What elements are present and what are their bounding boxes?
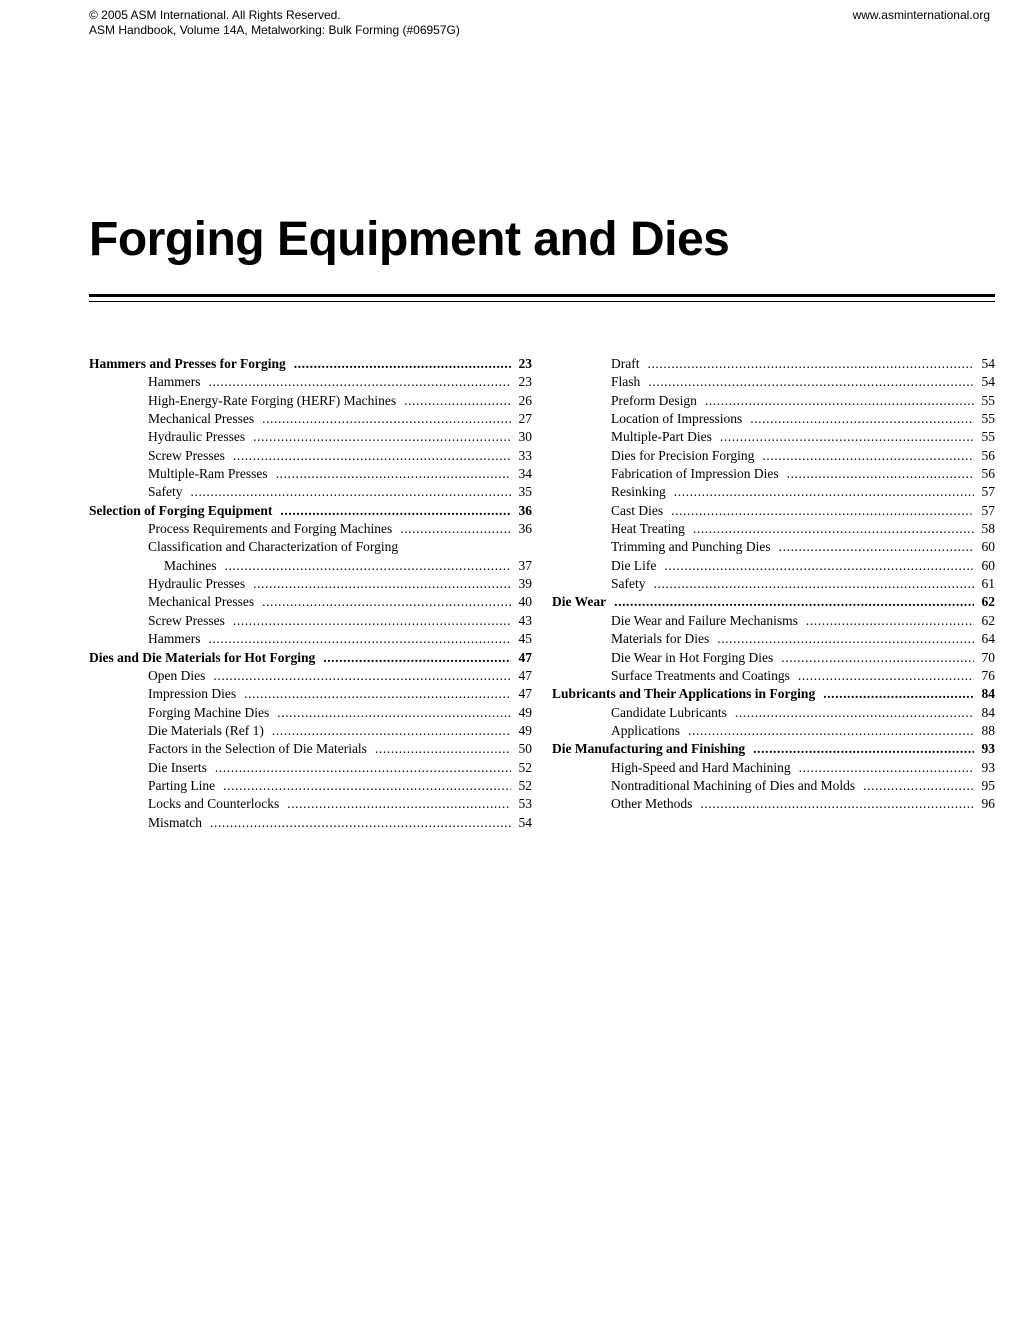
toc-subsection-entry[interactable] — [552, 667, 995, 685]
toc-dot-leader — [664, 557, 974, 575]
toc-page-number: 62 — [981, 612, 995, 628]
toc-dot-leader — [280, 502, 511, 520]
toc-subsection-entry[interactable] — [552, 795, 995, 813]
toc-subsection-entry[interactable] — [89, 593, 532, 611]
toc-entry-label: Die Wear in Hot Forging Dies — [611, 649, 774, 665]
toc-entry-label: Selection of Forging Equipment — [89, 502, 273, 518]
page-title: Forging Equipment and Dies — [89, 213, 730, 266]
toc-section-entry[interactable] — [89, 355, 532, 373]
toc-subsection-entry[interactable] — [89, 373, 532, 391]
toc-subsection-entry[interactable] — [552, 355, 995, 373]
toc-page-number: 33 — [518, 447, 532, 463]
toc-dot-leader — [208, 630, 511, 648]
toc-subsection-entry[interactable] — [552, 502, 995, 520]
toc-dot-leader — [210, 814, 511, 832]
toc-entry-label: Location of Impressions — [611, 411, 743, 427]
toc-entry-label: Die Life — [611, 557, 657, 573]
toc-dot-leader — [323, 649, 511, 667]
toc-entry-label: Factors in the Selection of Die Materials — [148, 741, 367, 757]
toc-page-number: 34 — [518, 466, 532, 482]
toc-entry-label: High-Speed and Hard Machining — [611, 759, 791, 775]
toc-subsection-entry[interactable] — [89, 814, 532, 832]
toc-dot-leader — [799, 759, 974, 777]
toc-dot-leader — [215, 759, 511, 777]
toc-page-number: 96 — [981, 796, 995, 812]
toc-subsection-entry[interactable] — [552, 520, 995, 538]
toc-entry-label: Draft — [611, 356, 640, 371]
toc-entry-label: Safety — [148, 484, 183, 500]
toc-subsection-entry[interactable] — [89, 630, 532, 648]
toc-dot-leader — [700, 795, 974, 813]
toc-subsection-entry[interactable] — [89, 392, 532, 410]
toc-page-number: 37 — [518, 557, 532, 573]
toc-subsection-entry[interactable] — [89, 612, 532, 630]
toc-entry-label: Safety — [611, 576, 646, 592]
toc-subsection-entry[interactable] — [89, 447, 532, 465]
toc-subsection-entry[interactable] — [552, 557, 995, 575]
toc-entry-label: Applications — [611, 722, 680, 738]
toc-dot-leader — [233, 447, 511, 465]
toc-entry-label: Hydraulic Presses — [148, 576, 246, 592]
toc-section-entry[interactable] — [89, 649, 532, 667]
toc-page-number: 50 — [518, 741, 532, 757]
toc-dot-leader — [404, 392, 511, 410]
title-rule-thick — [89, 294, 995, 297]
toc-subsection-entry[interactable] — [89, 520, 532, 538]
toc-page-number: 53 — [518, 796, 532, 812]
toc-entry-label: Fabrication of Impression Dies — [611, 466, 779, 482]
toc-dot-leader — [277, 704, 511, 722]
toc-page-number: 62 — [981, 594, 995, 610]
toc-subsection-entry[interactable] — [552, 759, 995, 777]
toc-entry-label: Multiple-Part Dies — [611, 429, 712, 445]
toc-entry-label: Mechanical Presses — [148, 594, 255, 610]
toc-page-number: 39 — [518, 576, 532, 592]
toc-subsection-entry[interactable] — [89, 428, 532, 446]
source-citation: ASM Handbook, Volume 14A, Metalworking: Bulk Forming (#06957G) — [89, 23, 460, 37]
toc-subsection-entry[interactable] — [552, 392, 995, 410]
toc-page-number: 55 — [981, 392, 995, 408]
page-header-left — [89, 8, 460, 38]
toc-page-number: 49 — [518, 722, 532, 738]
toc-entry-label: Die Wear and Failure Mechanisms — [611, 612, 798, 628]
toc-entry-label: Lubricants and Their Applications in Forging — [552, 686, 816, 702]
toc-subsection-entry[interactable] — [89, 722, 532, 740]
toc-section-entry[interactable] — [89, 502, 532, 520]
toc-dot-leader — [762, 447, 974, 465]
toc-page-number: 47 — [518, 686, 532, 702]
toc-entry-label: Die Materials (Ref 1) — [148, 722, 264, 738]
toc-dot-leader — [262, 593, 511, 611]
toc-subsection-entry[interactable] — [552, 465, 995, 483]
toc-dot-leader — [213, 667, 511, 685]
toc-dot-leader — [674, 483, 974, 501]
toc-subsection-entry[interactable] — [89, 575, 532, 593]
toc-subsection-entry[interactable] — [552, 483, 995, 501]
toc-column-right — [552, 355, 995, 814]
toc-subsection-entry[interactable] — [89, 685, 532, 703]
toc-page-number: 57 — [981, 484, 995, 500]
toc-page-number: 54 — [518, 814, 532, 830]
toc-entry-label: High-Energy-Rate Forging (HERF) Machines — [148, 392, 397, 408]
toc-dot-leader — [262, 410, 511, 428]
toc-entry-label: Open Dies — [148, 667, 206, 683]
toc-subsection-entry[interactable] — [552, 373, 995, 391]
toc-entry-label: Trimming and Punching Dies — [611, 539, 771, 555]
toc-column-left — [89, 355, 532, 832]
toc-entry-label: Multiple-Ram Presses — [148, 466, 268, 482]
toc-subsection-entry[interactable] — [89, 795, 532, 813]
toc-dot-leader — [863, 777, 974, 795]
toc-dot-leader — [693, 520, 974, 538]
toc-subsection-entry[interactable] — [552, 704, 995, 722]
toc-subsection-entry[interactable] — [552, 722, 995, 740]
toc-entry-label: Hammers — [148, 631, 201, 647]
toc-entry-label: Mechanical Presses — [148, 411, 255, 427]
toc-dot-leader — [753, 740, 974, 758]
toc-page-number: 52 — [518, 759, 532, 775]
toc-entry-label: Hydraulic Presses — [148, 429, 246, 445]
toc-section-entry[interactable] — [552, 740, 995, 758]
toc-page-number: 55 — [981, 429, 995, 445]
toc-dot-leader — [654, 575, 975, 593]
toc-entry-label: Cast Dies — [611, 502, 664, 518]
toc-page-number: 54 — [981, 356, 995, 371]
toc-dot-leader — [233, 612, 511, 630]
toc-dot-leader — [798, 667, 974, 685]
toc-subsection-entry[interactable] — [89, 759, 532, 777]
toc-page-number: 84 — [981, 704, 995, 720]
toc-subsection-entry[interactable] — [552, 428, 995, 446]
toc-page-number: 49 — [518, 704, 532, 720]
toc-dot-leader — [614, 593, 974, 611]
toc-dot-leader — [806, 612, 974, 630]
toc-entry-label: Heat Treating — [611, 521, 685, 537]
toc-subsection-entry[interactable] — [89, 557, 532, 575]
toc-dot-leader — [294, 355, 511, 373]
toc-entry-label: Locks and Counterlocks — [148, 796, 280, 812]
toc-dot-leader — [253, 575, 511, 593]
toc-entry-label: Preform Design — [611, 392, 697, 408]
toc-page-number: 30 — [518, 429, 532, 445]
toc-subsection-entry[interactable] — [552, 777, 995, 795]
toc-page-number: 70 — [981, 649, 995, 665]
toc-page-number: 56 — [981, 447, 995, 463]
toc-entry-label: Classification and Characterization of Forging — [148, 539, 399, 555]
toc-entry-label: Impression Dies — [148, 686, 237, 702]
toc-dot-leader — [223, 777, 511, 795]
toc-entry-label: Forging Machine Dies — [148, 704, 270, 720]
toc-page-number: 47 — [518, 649, 532, 665]
toc-subsection-entry[interactable] — [89, 667, 532, 685]
toc-page-number: 43 — [518, 612, 532, 628]
toc-subsection-entry[interactable] — [89, 777, 532, 795]
toc-dot-leader — [647, 355, 974, 373]
toc-page-number: 40 — [518, 594, 532, 610]
toc-entry-label: Die Inserts — [148, 759, 207, 775]
toc-dot-leader — [253, 428, 511, 446]
toc-dot-leader — [787, 465, 974, 483]
toc-page-number: 88 — [981, 722, 995, 738]
toc-page-number: 52 — [518, 777, 532, 793]
toc-page-number: 60 — [981, 557, 995, 573]
toc-section-entry[interactable] — [552, 593, 995, 611]
toc-dot-leader — [688, 722, 974, 740]
title-rule-thin — [89, 301, 995, 302]
toc-subsection-entry[interactable] — [89, 410, 532, 428]
toc-entry-label: Screw Presses — [148, 612, 225, 628]
toc-dot-leader — [375, 740, 511, 758]
toc-dot-leader — [671, 502, 974, 520]
toc-entry-label: Nontraditional Machining of Dies and Molds — [611, 777, 856, 793]
toc-entry-label: Other Methods — [611, 796, 693, 812]
toc-dot-leader — [191, 483, 512, 501]
toc-subsection-entry[interactable] — [552, 410, 995, 428]
toc-entry-label: Hammers — [148, 374, 201, 390]
toc-page-number: 61 — [981, 576, 995, 592]
toc-subsection-entry[interactable] — [552, 630, 995, 648]
toc-page-number: 23 — [518, 356, 532, 371]
toc-page-number: 55 — [981, 411, 995, 427]
toc-dot-leader — [735, 704, 974, 722]
toc-entry-label: Parting Line — [148, 777, 216, 793]
toc-page-number: 95 — [981, 777, 995, 793]
toc-entry-label: Flash — [611, 374, 641, 390]
toc-page-number: 64 — [981, 631, 995, 647]
toc-entry-label: Process Requirements and Forging Machines — [148, 521, 393, 537]
toc-dot-leader — [720, 428, 974, 446]
toc-dot-leader — [705, 392, 974, 410]
toc-subsection-entry[interactable] — [552, 538, 995, 556]
copyright-notice: © 2005 ASM International. All Rights Reserved. — [89, 8, 341, 22]
toc-page-number: 93 — [981, 759, 995, 775]
toc-dot-leader — [272, 722, 511, 740]
toc-dot-leader — [224, 557, 511, 575]
toc-page-number: 84 — [981, 686, 995, 702]
toc-page-number: 27 — [518, 411, 532, 427]
toc-page-number: 93 — [981, 741, 995, 757]
toc-entry-label: Resinking — [611, 484, 666, 500]
toc-entry-label: Dies and Die Materials for Hot Forging — [89, 649, 316, 665]
toc-subsection-entry[interactable] — [552, 612, 995, 630]
toc-dot-leader — [779, 538, 974, 556]
toc-subsection-entry[interactable] — [89, 704, 532, 722]
toc-subsection-entry[interactable] — [89, 740, 532, 758]
toc-subsection-entry[interactable] — [89, 538, 532, 556]
toc-entry-label: Materials for Dies — [611, 631, 710, 647]
toc-dot-leader — [400, 520, 511, 538]
toc-page-number: 35 — [518, 484, 532, 500]
toc-page-number: 36 — [518, 521, 532, 537]
toc-dot-leader — [823, 685, 974, 703]
toc-dot-leader — [276, 465, 511, 483]
toc-page-number: 58 — [981, 521, 995, 537]
toc-entry-label: Surface Treatments and Coatings — [611, 667, 790, 683]
toc-section-entry[interactable] — [552, 685, 995, 703]
toc-dot-leader — [244, 685, 511, 703]
toc-page-number: 47 — [518, 667, 532, 683]
toc-dot-leader — [717, 630, 974, 648]
toc-page-number: 23 — [518, 374, 532, 390]
toc-entry-label: Die Wear — [552, 594, 607, 610]
toc-subsection-entry[interactable] — [552, 447, 995, 465]
toc-entry-label: Hammers and Presses for Forging — [89, 356, 286, 371]
toc-page-number: 36 — [518, 502, 532, 518]
toc-page-number: 57 — [981, 502, 995, 518]
toc-page-number: 76 — [981, 667, 995, 683]
toc-entry-label: Mismatch — [148, 814, 202, 830]
toc-entry-label: Dies for Precision Forging — [611, 447, 755, 463]
toc-entry-label: Screw Presses — [148, 447, 225, 463]
toc-page-number: 54 — [981, 374, 995, 390]
toc-entry-label: Die Manufacturing and Finishing — [552, 741, 746, 757]
toc-subsection-entry[interactable] — [552, 649, 995, 667]
toc-dot-leader — [648, 373, 974, 391]
toc-page-number: 45 — [518, 631, 532, 647]
toc-page-number: 60 — [981, 539, 995, 555]
toc-page-number: 26 — [518, 392, 532, 408]
website-link[interactable]: www.asminternational.org — [852, 8, 990, 22]
toc-entry-label: Machines — [164, 557, 217, 573]
toc-subsection-entry[interactable] — [89, 483, 532, 501]
toc-dot-leader — [287, 795, 511, 813]
toc-dot-leader — [750, 410, 974, 428]
toc-dot-leader — [781, 649, 974, 667]
toc-page-number: 56 — [981, 466, 995, 482]
toc-entry-label: Candidate Lubricants — [611, 704, 727, 720]
toc-dot-leader — [208, 373, 511, 391]
toc-subsection-entry[interactable] — [89, 465, 532, 483]
toc-subsection-entry[interactable] — [552, 575, 995, 593]
